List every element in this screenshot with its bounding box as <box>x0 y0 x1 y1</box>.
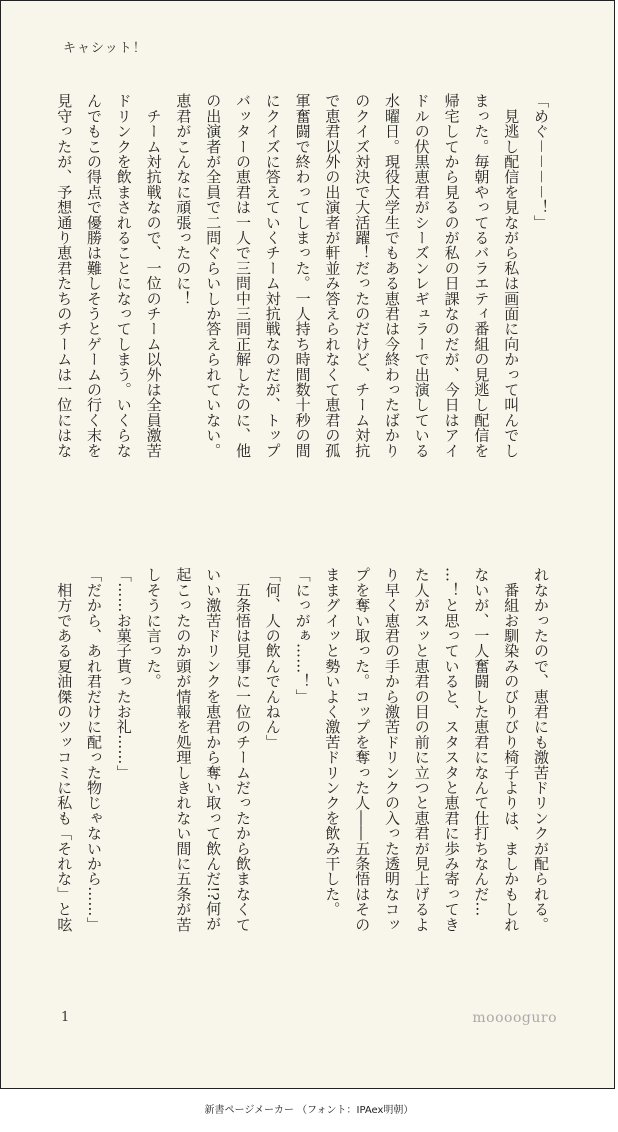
text-column: 帰宅してから見るのが私の日課なのだが、今日はアイ <box>442 93 461 458</box>
text-column: 起こったのか頭が情報を処理しきれない間に五条が苦 <box>174 567 193 932</box>
text-column: 番組お馴染みのびりびり椅子よりは、ましかもしれ <box>502 567 521 932</box>
text-column: しそうに言った。 <box>144 567 163 689</box>
text-column: にクイズに答えていくチーム対抗戦なのだが、トップ <box>263 93 282 458</box>
text-column: た人がスッと恵君の目の前に立つと恵君が見上げるよ <box>412 567 431 932</box>
text-column: 見守ったが、予想通り恵君たちのチームは一位にはな <box>55 93 74 458</box>
text-column: の出演者が全員で二問ぐらいしか答えられていない。 <box>204 93 223 458</box>
text-column: 見逃し配信を見ながら私は画面に向かって叫んでし <box>502 93 521 458</box>
text-column: んでもこの得点で優勝は難しそうとゲームの行く末を <box>85 93 103 458</box>
text-column: 「……お菓子貰ったお礼……」 <box>114 567 133 780</box>
text-column: のクイズ対決で大活躍！だったのだけど、チーム対抗 <box>353 93 372 458</box>
text-column: ないが、一人奮闘した恵君になんて仕打ちなんだ… <box>472 567 491 917</box>
text-column: プを奪い取った。コップを奪った人――五条悟はその <box>353 567 372 932</box>
text-column: 五条悟は見事に一位のチームだったから飲まなくて <box>234 567 252 932</box>
page-title: キャシット！ <box>63 41 147 56</box>
page-number: 1 <box>61 1010 70 1025</box>
text-column: 相方である夏油傑のツッコミに私も「それな」と呟 <box>55 567 74 932</box>
text-column: いい激苦ドリンクを恵君から奪い取って飲んだ!?何が <box>204 567 223 932</box>
text-column: 「にっがぁ……！」 <box>293 567 312 704</box>
text-column: ドリンクを飲まされることになってしまう。いくらな <box>114 93 133 458</box>
text-column: まった。毎朝やってるバラエティ番組の見逃し配信を <box>472 93 491 458</box>
text-column: で恵君以外の出演者が軒並み答えられなくて恵君の孤 <box>323 93 342 458</box>
text-column: れなかったので、恵君にも激苦ドリンクが配られる。 <box>532 567 550 932</box>
text-column: バッターの恵君は一人で三問中三問正解したのに、他 <box>234 93 252 458</box>
text-column: 恵君がこんなに頑張ったのに！ <box>174 93 193 306</box>
text-column: 「めぐ－－－－！」 <box>532 93 550 230</box>
text-column: チーム対抗戦なので、一位のチーム以外は全員激苦 <box>144 93 163 458</box>
text-column: り早く恵君の手から激苦ドリンクの入った透明なコッ <box>383 567 401 932</box>
text-column: …！と思っていると、スタスタと恵君に歩み寄ってき <box>442 567 461 932</box>
text-column: 水曜日。現役大学生でもある恵君は今終わったばかり <box>383 93 401 458</box>
text-column: ドルの伏黒恵君がシーズンレギュラーで出演している <box>412 93 431 458</box>
text-column: 「だから、あれ君だけに配った物じゃないから……」 <box>85 567 103 932</box>
text-column: 軍奮闘で終わってしまった。一人持ち時間数十秒の間 <box>293 93 312 458</box>
credit-line: 新書ページメーカー （フォント：IPAex明朝） <box>204 1105 414 1116</box>
text-column: ままグイッと勢いよく激苦ドリンクを飲み干した。 <box>323 567 342 917</box>
text-column: 「何、人の飲んでんねん」 <box>263 567 282 750</box>
author-name: mooooguro <box>472 1010 557 1026</box>
